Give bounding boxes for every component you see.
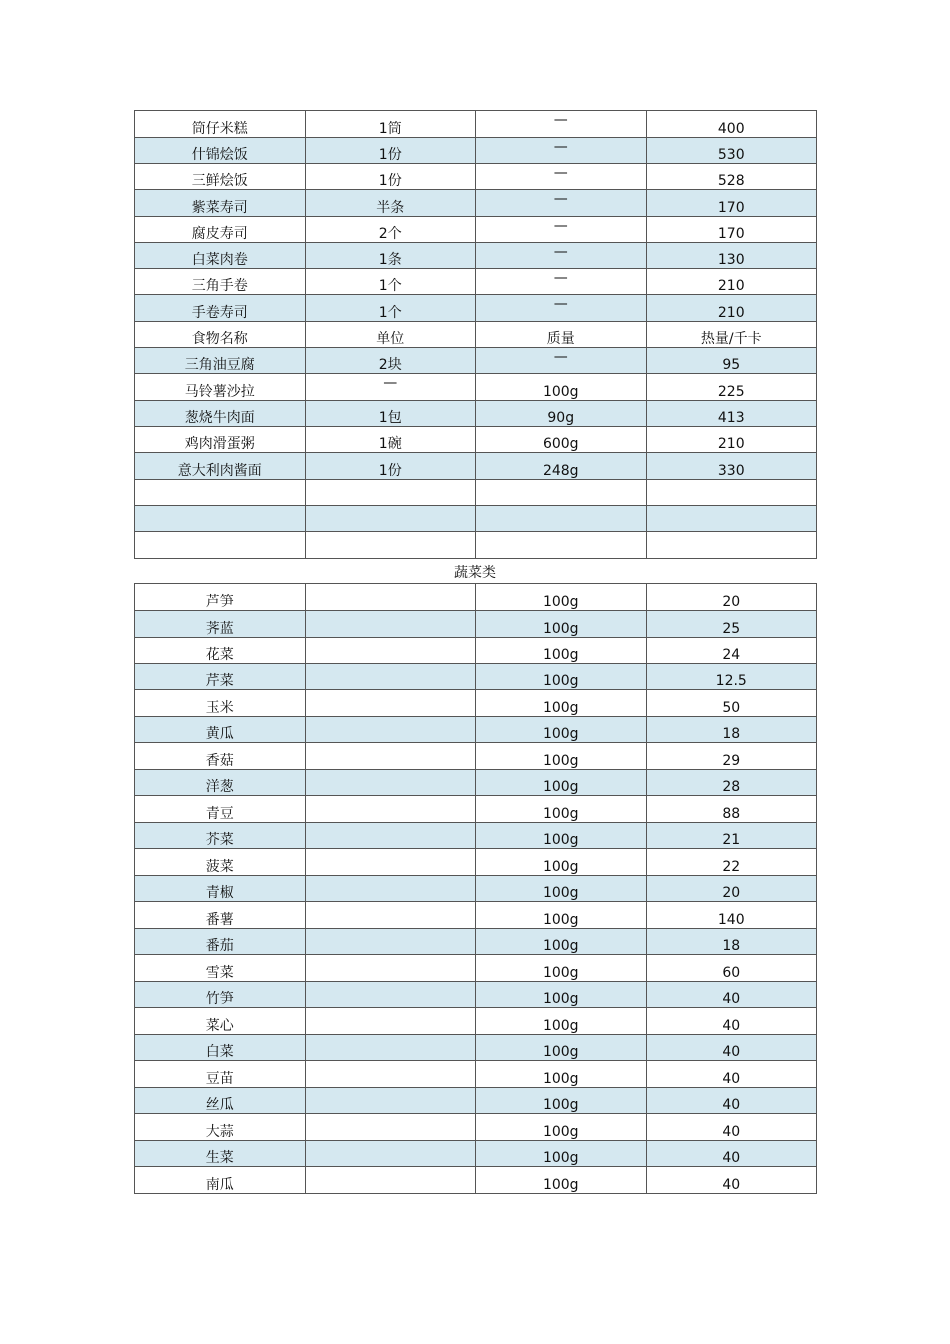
table-row (135, 902, 817, 929)
table-row (135, 243, 817, 269)
table-row (135, 849, 817, 876)
calorie-cell: 40 (646, 1035, 817, 1061)
unit-cell (305, 1141, 476, 1167)
table-row (135, 427, 817, 453)
unit-cell (305, 664, 476, 690)
mass-cell: 100g (476, 1088, 647, 1114)
table-row (135, 1114, 817, 1141)
calorie-cell: 528 (646, 164, 817, 190)
food-name-cell: 番茄 (135, 929, 306, 955)
mass-cell: 100g (476, 1035, 647, 1061)
section-title-vegetables: 蔬菜类 (454, 565, 496, 581)
unit-cell (305, 982, 476, 1008)
calorie-cell: 25 (646, 611, 817, 638)
mass-cell: 100g (476, 690, 647, 717)
mass-cell: — (476, 348, 647, 374)
food-name-cell: 洋葱 (135, 770, 306, 796)
calorie-cell: 21 (646, 823, 817, 849)
calorie-cell: 50 (646, 690, 817, 717)
vegetable-table-body (135, 584, 817, 1194)
table-row (135, 532, 817, 559)
unit-cell: 2个 (305, 217, 476, 243)
table-row (135, 1035, 817, 1061)
table-row (135, 1141, 817, 1167)
mass-cell: 100g (476, 638, 647, 664)
mass-cell: 600g (476, 427, 647, 453)
food-name-cell: 白菜肉卷 (135, 243, 306, 269)
table-row (135, 770, 817, 796)
food-name-cell: 芹菜 (135, 664, 306, 690)
unit-cell (305, 584, 476, 611)
food-name-cell: 豆苗 (135, 1061, 306, 1088)
table-row (135, 955, 817, 982)
vegetable-calorie-table (134, 583, 817, 1194)
food-name-cell: 食物名称 (135, 322, 306, 348)
food-name-cell: 雪菜 (135, 955, 306, 982)
unit-cell (305, 1008, 476, 1035)
calorie-cell: 29 (646, 743, 817, 770)
table-row (135, 295, 817, 322)
unit-cell (305, 1114, 476, 1141)
food-name-cell: 芦笋 (135, 584, 306, 611)
food-name-cell: 什锦烩饭 (135, 138, 306, 164)
table-row (135, 982, 817, 1008)
food-name-cell: 鸡肉滑蛋粥 (135, 427, 306, 453)
table-row (135, 453, 817, 480)
table-row (135, 876, 817, 902)
calorie-cell: 140 (646, 902, 817, 929)
food-name-cell: 白菜 (135, 1035, 306, 1061)
unit-cell: 单位 (305, 322, 476, 348)
food-name-cell: 番薯 (135, 902, 306, 929)
table-row (135, 269, 817, 295)
mass-cell: 90g (476, 401, 647, 427)
food-name-cell: 马铃薯沙拉 (135, 374, 306, 401)
table-row (135, 1061, 817, 1088)
mass-cell: — (476, 111, 647, 138)
calorie-cell: 18 (646, 717, 817, 743)
food-name-cell: 香菇 (135, 743, 306, 770)
mass-cell: — (476, 243, 647, 269)
unit-cell (305, 955, 476, 982)
unit-cell (305, 1061, 476, 1088)
table-row (135, 217, 817, 243)
table-row (135, 1088, 817, 1114)
table-row (135, 1167, 817, 1194)
calorie-cell: 225 (646, 374, 817, 401)
table-row (135, 611, 817, 638)
calorie-cell: 12.5 (646, 664, 817, 690)
food-name-cell: 黄瓜 (135, 717, 306, 743)
food-name-cell (135, 506, 306, 532)
unit-cell (305, 480, 476, 506)
unit-cell: 1份 (305, 138, 476, 164)
table-row (135, 138, 817, 164)
mass-cell: 100g (476, 823, 647, 849)
mass-cell: 100g (476, 955, 647, 982)
table-row (135, 480, 817, 506)
calorie-cell: 413 (646, 401, 817, 427)
calorie-cell (646, 506, 817, 532)
food-name-cell: 葱烧牛肉面 (135, 401, 306, 427)
unit-cell: 1份 (305, 453, 476, 480)
food-name-cell: 三鲜烩饭 (135, 164, 306, 190)
mass-cell: 100g (476, 743, 647, 770)
calorie-cell: 170 (646, 190, 817, 217)
table-row (135, 690, 817, 717)
food-name-cell: 南瓜 (135, 1167, 306, 1194)
calorie-cell: 95 (646, 348, 817, 374)
unit-cell (305, 611, 476, 638)
unit-cell (305, 929, 476, 955)
table-row (135, 717, 817, 743)
unit-cell: 1碗 (305, 427, 476, 453)
calorie-cell: 210 (646, 269, 817, 295)
calorie-cell: 热量/千卡 (646, 322, 817, 348)
food-name-cell: 菠菜 (135, 849, 306, 876)
calorie-cell: 400 (646, 111, 817, 138)
unit-cell: 1筒 (305, 111, 476, 138)
table-row (135, 506, 817, 532)
table-row (135, 796, 817, 823)
food-name-cell (135, 532, 306, 559)
table-row (135, 401, 817, 427)
unit-cell (305, 849, 476, 876)
calorie-cell: 210 (646, 427, 817, 453)
calorie-cell: 530 (646, 138, 817, 164)
table-row (135, 1008, 817, 1035)
mass-cell: 100g (476, 849, 647, 876)
mass-cell: 100g (476, 1167, 647, 1194)
food-name-cell: 青椒 (135, 876, 306, 902)
food-name-cell: 荠蓝 (135, 611, 306, 638)
unit-cell: 2块 (305, 348, 476, 374)
unit-cell (305, 743, 476, 770)
unit-cell (305, 823, 476, 849)
mass-cell: 100g (476, 717, 647, 743)
mass-cell: — (476, 138, 647, 164)
unit-cell (305, 690, 476, 717)
unit-cell (305, 1167, 476, 1194)
unit-cell: 半条 (305, 190, 476, 217)
mass-cell: — (476, 295, 647, 322)
calorie-cell: 20 (646, 876, 817, 902)
calorie-cell: 22 (646, 849, 817, 876)
mass-cell: 248g (476, 453, 647, 480)
mass-cell: 100g (476, 1008, 647, 1035)
mass-cell: 100g (476, 902, 647, 929)
food-name-cell: 生菜 (135, 1141, 306, 1167)
mass-cell: 100g (476, 796, 647, 823)
calorie-cell: 40 (646, 1008, 817, 1035)
table-row (135, 638, 817, 664)
food-name-cell: 三角手卷 (135, 269, 306, 295)
unit-cell: 1包 (305, 401, 476, 427)
mass-cell (476, 532, 647, 559)
table-row (135, 348, 817, 374)
calorie-cell: 24 (646, 638, 817, 664)
mass-cell: 100g (476, 770, 647, 796)
calorie-cell: 330 (646, 453, 817, 480)
calorie-cell: 170 (646, 217, 817, 243)
mass-cell: 100g (476, 1114, 647, 1141)
table-row (135, 584, 817, 611)
unit-cell: 1个 (305, 269, 476, 295)
food-name-cell: 手卷寿司 (135, 295, 306, 322)
calorie-cell: 40 (646, 1061, 817, 1088)
mass-cell (476, 506, 647, 532)
table-row (135, 823, 817, 849)
calorie-cell: 88 (646, 796, 817, 823)
mass-cell: 100g (476, 374, 647, 401)
snack-calorie-table (134, 110, 817, 559)
table-row (135, 929, 817, 955)
unit-cell (305, 770, 476, 796)
table-row (135, 664, 817, 690)
calorie-cell (646, 480, 817, 506)
food-name-cell: 大蒜 (135, 1114, 306, 1141)
unit-cell (305, 1035, 476, 1061)
mass-cell: — (476, 164, 647, 190)
mass-cell: — (476, 269, 647, 295)
calorie-cell: 40 (646, 1114, 817, 1141)
table-row (135, 111, 817, 138)
calorie-cell: 60 (646, 955, 817, 982)
food-name-cell: 三角油豆腐 (135, 348, 306, 374)
calorie-cell: 20 (646, 584, 817, 611)
calorie-cell: 18 (646, 929, 817, 955)
mass-cell: 100g (476, 664, 647, 690)
food-name-cell: 花菜 (135, 638, 306, 664)
calorie-cell: 210 (646, 295, 817, 322)
food-name-cell: 丝瓜 (135, 1088, 306, 1114)
unit-cell (305, 638, 476, 664)
table-row (135, 190, 817, 217)
unit-cell (305, 717, 476, 743)
table-row (135, 322, 817, 348)
unit-cell: 1个 (305, 295, 476, 322)
calorie-cell: 40 (646, 1141, 817, 1167)
unit-cell (305, 902, 476, 929)
unit-cell (305, 1088, 476, 1114)
mass-cell: — (476, 190, 647, 217)
mass-cell: 100g (476, 1141, 647, 1167)
mass-cell: 100g (476, 611, 647, 638)
food-name-cell: 意大利肉酱面 (135, 453, 306, 480)
calorie-cell: 40 (646, 1167, 817, 1194)
calorie-cell: 130 (646, 243, 817, 269)
food-name-cell: 菜心 (135, 1008, 306, 1035)
unit-cell: 1份 (305, 164, 476, 190)
calorie-cell: 28 (646, 770, 817, 796)
unit-cell (305, 532, 476, 559)
food-name-cell (135, 480, 306, 506)
food-name-cell: 竹笋 (135, 982, 306, 1008)
calorie-cell: 40 (646, 1088, 817, 1114)
calorie-cell (646, 532, 817, 559)
table-row (135, 164, 817, 190)
mass-cell: — (476, 217, 647, 243)
food-name-cell: 青豆 (135, 796, 306, 823)
mass-cell: 100g (476, 982, 647, 1008)
food-name-cell: 紫菜寿司 (135, 190, 306, 217)
unit-cell (305, 506, 476, 532)
mass-cell: 100g (476, 876, 647, 902)
mass-cell: 100g (476, 1061, 647, 1088)
unit-cell (305, 796, 476, 823)
table-row (135, 743, 817, 770)
table-row (135, 374, 817, 401)
unit-cell (305, 876, 476, 902)
food-name-cell: 芥菜 (135, 823, 306, 849)
calorie-cell: 40 (646, 982, 817, 1008)
unit-cell: — (305, 374, 476, 401)
food-name-cell: 筒仔米糕 (135, 111, 306, 138)
unit-cell: 1条 (305, 243, 476, 269)
mass-cell (476, 480, 647, 506)
mass-cell: 100g (476, 584, 647, 611)
food-name-cell: 玉米 (135, 690, 306, 717)
snack-table-body (135, 111, 817, 559)
mass-cell: 质量 (476, 322, 647, 348)
food-name-cell: 腐皮寿司 (135, 217, 306, 243)
mass-cell: 100g (476, 929, 647, 955)
